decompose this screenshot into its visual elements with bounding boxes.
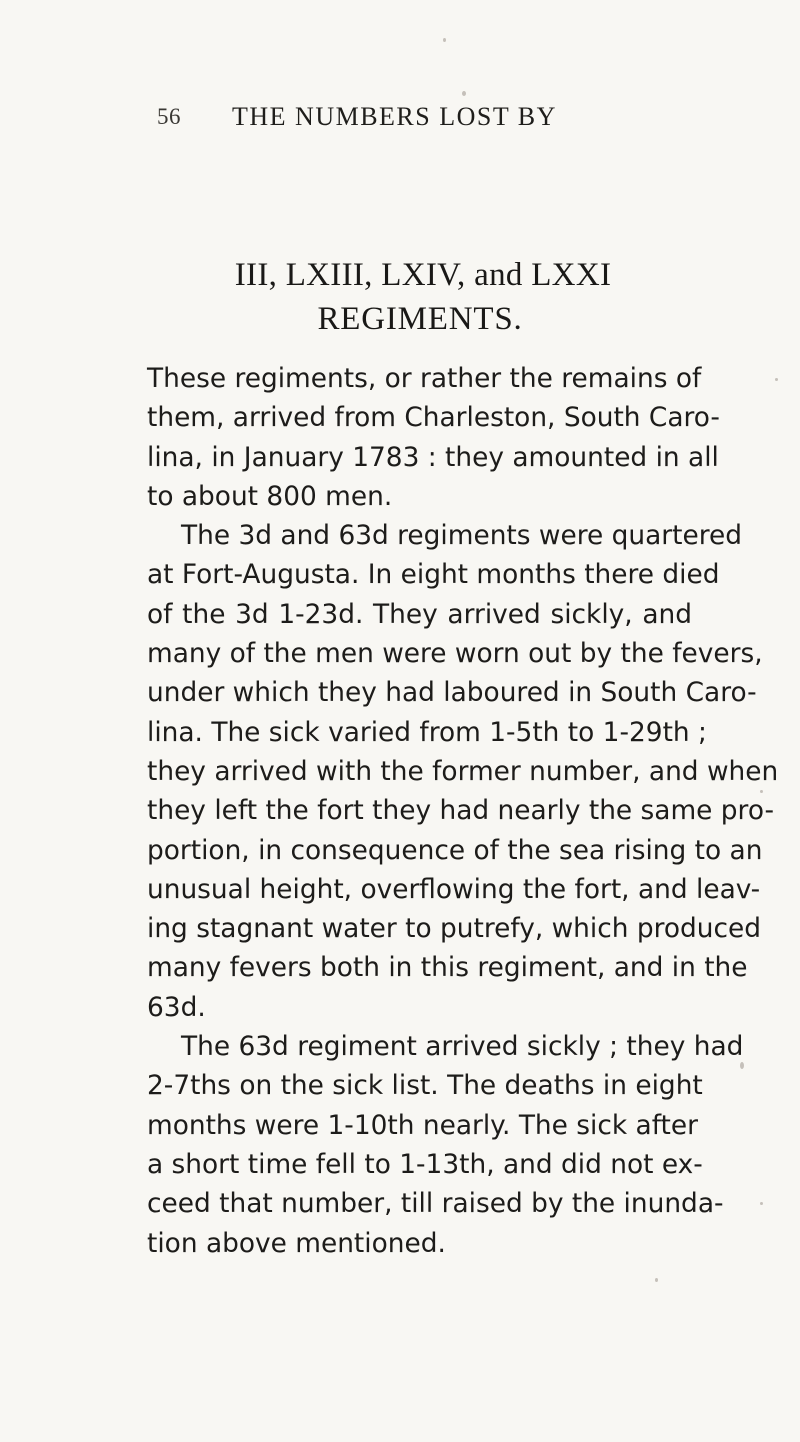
text-line: they arrived with the former number, and when — [147, 755, 779, 787]
text-line: These regiments, or rather the remains of — [147, 363, 702, 394]
running-head — [0, 104, 800, 144]
text-line: unusual height, overflowing the fort, and leav- — [147, 873, 761, 905]
page-number: 56 — [157, 104, 181, 129]
text-line: lina, in January 1783 : they amounted in all — [147, 441, 719, 473]
text-line: they left the fort they had nearly the same pro- — [147, 795, 774, 827]
text-line: The 3d and 63d regiments were quartered — [181, 520, 742, 552]
text-line: a short time fell to 1-13th, and did not ex- — [147, 1148, 703, 1180]
text-line: portion, in consequence of the sea rising to an — [147, 834, 763, 866]
section-heading — [0, 253, 800, 341]
paper-speck — [655, 1278, 658, 1282]
section-heading-line-1: III, LXIII, LXIV, and LXXI — [234, 257, 612, 293]
paper-speck — [443, 38, 446, 42]
paper-speck — [760, 1202, 763, 1205]
text-line: 2-7ths on the sick list. The deaths in eight — [147, 1070, 703, 1102]
text-line: of the 3d 1-23d. They arrived sickly, and — [147, 598, 692, 630]
text-line: them, arrived from Charleston, South Caro- — [147, 402, 720, 434]
text-line: months were 1-10th nearly. The sick after — [147, 1109, 698, 1141]
body-text — [147, 359, 779, 1263]
paper-speck — [462, 91, 466, 96]
paragraph — [147, 1027, 744, 1263]
text-line: many of the men were worn out by the fevers, — [147, 638, 763, 670]
paper-speck — [740, 1062, 744, 1069]
text-line: ceed that number, till raised by the inunda- — [147, 1188, 724, 1220]
text-line: tion above mentioned. — [147, 1227, 446, 1259]
text-line: ing stagnant water to putrefy, which produced — [147, 913, 762, 945]
text-line: at Fort-Augusta. In eight months there died — [147, 559, 720, 591]
text-line: under which they had laboured in South Caro- — [147, 677, 757, 709]
text-line: to about 800 men. — [147, 480, 393, 512]
running-title: THE NUMBERS LOST BY — [232, 102, 557, 131]
paper-speck — [775, 378, 778, 381]
text-line: The 63d regiment arrived sickly ; they had — [181, 1031, 744, 1063]
section-heading-line-2: REGIMENTS. — [317, 301, 523, 337]
paper-speck — [760, 790, 763, 793]
text-line: 63d. — [147, 991, 206, 1023]
text-line: lina. The sick varied from 1-5th to 1-29th ; — [147, 716, 707, 748]
text-line: many fevers both in this regiment, and in the — [147, 952, 748, 984]
paragraph — [147, 359, 720, 516]
paragraph — [147, 516, 779, 1027]
